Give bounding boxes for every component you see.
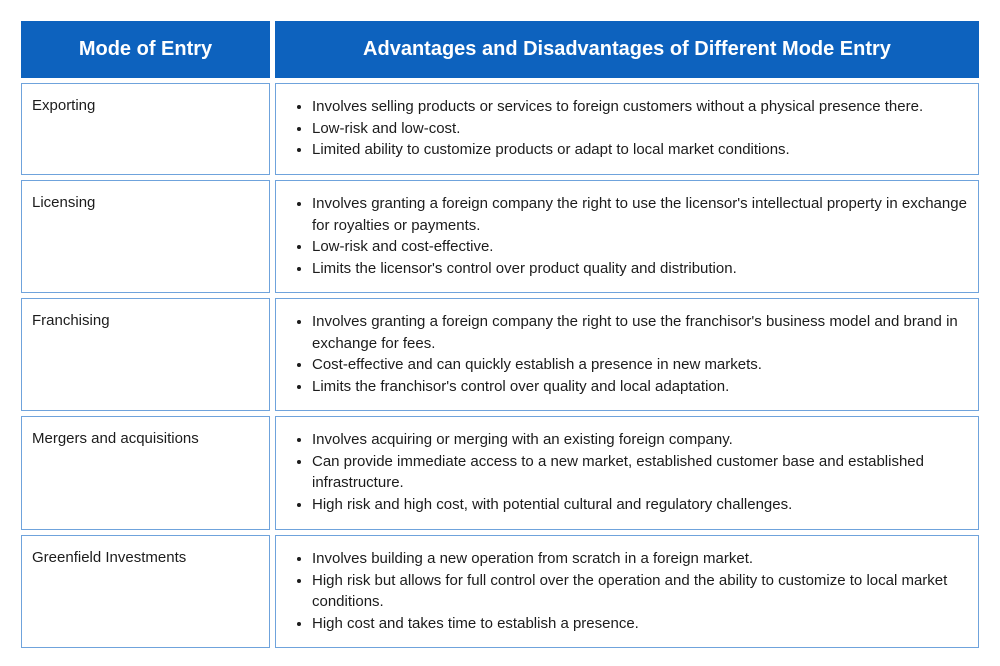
list-item: • Involves selling products or services to foreign customers without a physical presence there. xyxy=(312,96,968,118)
table-row xyxy=(21,180,979,293)
points-cell xyxy=(275,83,979,175)
mode-cell: Exporting xyxy=(21,83,270,175)
mode-of-entry-table xyxy=(21,21,979,653)
list-item: • Low-risk and low-cost. xyxy=(312,118,968,140)
points-cell xyxy=(275,298,979,411)
points-cell xyxy=(275,416,979,530)
table-row xyxy=(21,535,979,648)
header-mode-of-entry: Mode of Entry xyxy=(21,21,270,78)
list-item: • High risk and high cost, with potential cultural and regulatory challenges. xyxy=(312,494,968,516)
list-item: • High risk but allows for full control over the operation and the ability to customize to local market conditions. xyxy=(312,570,968,613)
list-item: • Involves granting a foreign company the right to use the franchisor's business model and brand in exchange for fees. xyxy=(312,311,968,354)
list-item: • Limits the franchisor's control over quality and local adaptation. xyxy=(312,376,968,398)
list-item: • Limited ability to customize products or adapt to local market conditions. xyxy=(312,139,968,161)
points-cell xyxy=(275,535,979,648)
points-list xyxy=(276,548,968,635)
list-item: • Limits the licensor's control over product quality and distribution. xyxy=(312,258,968,280)
table-row xyxy=(21,83,979,175)
list-item: • Involves acquiring or merging with an existing foreign company. xyxy=(312,429,968,451)
list-item: • High cost and takes time to establish a presence. xyxy=(312,613,968,635)
points-list xyxy=(276,193,968,280)
points-cell xyxy=(275,180,979,293)
header-advantages-disadvantages: Advantages and Disadvantages of Different Mode Entry xyxy=(275,21,979,78)
list-item: • Involves building a new operation from scratch in a foreign market. xyxy=(312,548,968,570)
mode-cell: Mergers and acquisitions xyxy=(21,416,270,530)
points-list xyxy=(276,311,968,398)
list-item: • Can provide immediate access to a new market, established customer base and established infrastructure. xyxy=(312,451,968,494)
mode-cell: Licensing xyxy=(21,180,270,293)
mode-cell: Franchising xyxy=(21,298,270,411)
list-item: • Involves granting a foreign company the right to use the licensor's intellectual property in exchange for royalties or payments. xyxy=(312,193,968,236)
points-list xyxy=(276,429,968,516)
points-list xyxy=(276,96,968,161)
list-item: • Cost-effective and can quickly establish a presence in new markets. xyxy=(312,354,968,376)
table-row xyxy=(21,416,979,530)
list-item: • Low-risk and cost-effective. xyxy=(312,236,968,258)
table-row xyxy=(21,298,979,411)
table-header-row xyxy=(21,21,979,78)
mode-cell: Greenfield Investments xyxy=(21,535,270,648)
